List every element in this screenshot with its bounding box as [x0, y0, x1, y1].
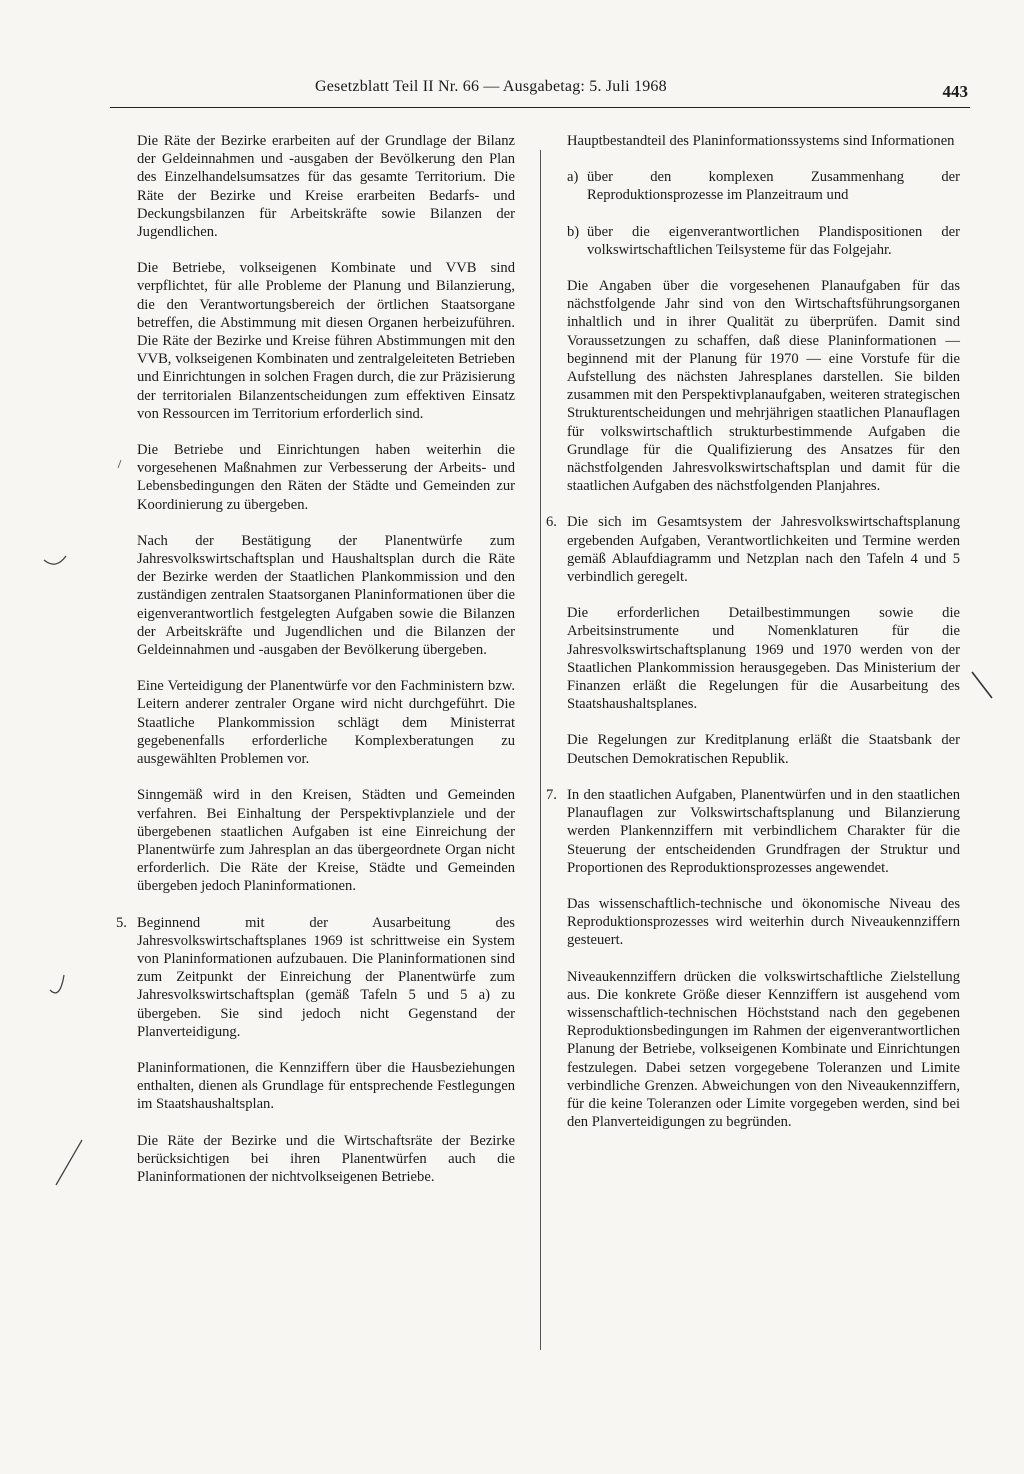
numbered-item-6: [546, 513, 960, 586]
numbered-item-5: [116, 914, 515, 1041]
margin-mark: [972, 672, 992, 698]
paragraph: Die Angaben über die vorgesehenen Planaufgaben für das nächstfolgende Jahr sind von den Wirtschaftsführungsorganen inhaltlich und in ihrer Qualität zu überprüfen. Damit sind Voraussetzungen zu schaffen, daß diese Planinformationen — beginnend mit der Planung für 1970 — eine Vorstufe für die Aufstellung des nächsten Jahresplanes darstellen. Sie bilden zusammen mit den Perspektivplanaufgaben, weiteren strategischen Strukturentscheidungen und mehrjährigen staatlichen Planauflagen für volkswirtschaftlich strukturbestimmende Aufgaben die Grundlage für die Qualifizierung des Ansatzes für den nächstfolgenden Jahresvolkswirtschaftsplan und damit für die staatlichen Aufgaben des nächstfolgenden Planjahres.: [567, 278, 960, 495]
paragraph: Das wissenschaftlich-technische und ökonomische Niveau des Reproduktionsprozesses wird weiterhin durch Niveaukennziffern gesteuert.: [567, 895, 960, 949]
page-header: [110, 78, 970, 108]
header-rule: [110, 107, 970, 108]
paragraph: Die Regelungen zur Kreditplanung erläßt die Staatsbank der Deutschen Demokratischen Republik.: [567, 732, 960, 767]
paragraph: Sinngemäß wird in den Kreisen, Städten und Gemeinden verfahren. Bei Einhaltung der Perspektivplanziele und der übergebenen staatlichen Aufgaben ist eine Einreichung der Planentwürfe zum Jahresplan an das übergeordnete Organ nicht erforderlich. Die Räte der Kreise, Städte und Gemeinden übergeben jedoch Planinformationen.: [137, 787, 515, 895]
paragraph: Niveaukennziffern drücken die volkswirtschaftliche Zielstellung aus. Die konkrete Größe dieser Kennziffern ist ausgehend vom wissenschaftlich-technischen Höchststand nach den gegebenen Reproduktionsbedingungen im Rahmen der eigenverantwortlichen Planung der Betriebe, volkseigenen Kombinate und Einrichtungen festzulegen. Dabei setzen vorgegebene Toleranzen und Limite verbindliche Grenzen. Abweichungen von den Niveaukennziffern, für die keine Toleranzen oder Limite vorgegeben werden, sind bei den Planverteidigungen zu begründen.: [567, 968, 960, 1131]
column-divider: [540, 150, 541, 1350]
item-text: über die eigenverantwortlichen Plandispositionen der volkswirtschaftlichen Teilsysteme für das Folgejahr.: [587, 223, 960, 258]
paragraph: Planinformationen, die Kennziffern über die Hausbeziehungen enthalten, dienen als Grundlage für entsprechende Festlegungen im Staatshaushaltsplan.: [137, 1059, 515, 1113]
paragraph: Die Räte der Bezirke und die Wirtschaftsräte der Bezirke berücksichtigen bei ihren Planentwürfen auch die Planinformationen der nichtvolkseigenen Betriebe.: [137, 1132, 515, 1185]
item-text: über den komplexen Zusammenhang der Reproduktionsprozesse im Planzeitraum und: [587, 169, 960, 204]
list-item-a: [567, 168, 960, 204]
item-label: a): [567, 169, 579, 186]
paragraph: Die Betriebe und Einrichtungen haben weiterhin die vorgesehenen Maßnahmen zur Verbesserung der Arbeits- und Lebensbedingungen den Räten der Städte und Gemeinden zur Koordinierung zu übergeben.: [137, 442, 515, 513]
margin-mark: [56, 1140, 82, 1185]
item-number: 7.: [546, 786, 557, 803]
paragraph: Die Räte der Bezirke erarbeiten auf der Grundlage der Bilanz der Geldeinnahmen und -ausgaben der Bevölkerung den Plan des Einzelhandelsumsatzes für das gesamte Territorium. Die Räte der Bezirke und Kreise erarbeiten Bedarfs- und Deckungsbilanzen für Arbeitskräfte sowie Bilanzen der Jugendlichen.: [137, 133, 515, 241]
item-text: In den staatlichen Aufgaben, Planentwürfen und in den staatlichen Planauflagen zur Volkswirtschaftsplanung und Bilanzierung werden Plankennziffern mit verbindlichem Charakter für die Steuerung der entscheidenden Grundfragen der Struktur und Proportionen des Reproduktionsprozesses angewendet.: [567, 786, 960, 876]
margin-mark: [44, 556, 66, 564]
item-text: Die sich im Gesamtsystem der Jahresvolkswirtschaftsplanung ergebenden Aufgaben, Verantwortlichkeiten und Termine werden gemäß Ablaufdiagramm und Netzplan nach den Tafeln 4 und 5 verbindlich geregelt.: [567, 514, 960, 586]
page-number: 443: [942, 82, 968, 101]
paragraph: Hauptbestandteil des Planinformationssystems sind Informationen: [567, 133, 955, 149]
paragraph: Eine Verteidigung der Planentwürfe vor den Fachministern bzw. Leitern anderer zentraler Organe wird nicht durchgeführt. Die Staatliche Plankommission schlägt dem Ministerrat gegebenenfalls erforderliche Komplexberatungen zu ausgewählten Problemen vor.: [137, 678, 515, 768]
paragraph: Nach der Bestätigung der Planentwürfe zum Jahresvolkswirtschaftsplan und Haushaltsplan durch die Räte der Bezirke werden der Staatlichen Plankommission und den zuständigen zentralen Staatsorganen Planinformationen über die eigenverantwortlich festgelegten Aufgaben sowie die Bilanzen der Arbeitskräfte und Jugendlichen und die Bilanzen der Geldeinnahmen und -ausgaben der Bevölkerung übergeben.: [137, 532, 515, 659]
margin-mark: [118, 460, 121, 468]
numbered-item-7: [546, 786, 960, 877]
list-item-b: [567, 223, 960, 259]
left-column: [116, 132, 515, 1204]
item-text: Beginnend mit der Ausarbeitung des Jahresvolkswirtschaftsplanes 1969 ist schrittweise ein System von Planinformationen aufzubauen. Die Planinformationen sind zum Zeitpunkt der Einreichung der Planentwürfe zum Jahresvolkswirtschaftsplan (gemäß Tafeln 5 und 5 a) zu übergeben. Sie sind jedoch nicht Gegenstand der Planverteidigung.: [137, 914, 515, 1040]
header-title: Gesetzblatt Teil II Nr. 66 — Ausgabetag: 5. Juli 1968: [315, 78, 667, 95]
item-label: b): [567, 223, 580, 240]
item-number: 6.: [546, 514, 557, 531]
paragraph: Die Betriebe, volkseigenen Kombinate und VVB sind verpflichtet, für alle Probleme der Planung und Bilanzierung, die den Verantwortungsbereich der örtlichen Staatsorgane betreffen, die Abstimmung mit diesen Organen herbeizuführen. Die Räte der Bezirke und Kreise führen Abstimmungen mit den VVB, volkseigenen Kombinaten und zentralgeleiteten Betrieben und Einrichtungen in solchen Fragen durch, die zur Präzisierung der territorialen Bilanzentscheidungen zum effektiven Einsatz von Ressourcen im Territorium erforderlich sind.: [137, 260, 515, 422]
right-column: [546, 132, 960, 1149]
margin-mark: [50, 975, 64, 993]
item-number: 5.: [116, 914, 127, 931]
paragraph: Die erforderlichen Detailbestimmungen sowie die Arbeitsinstrumente und Nomenklaturen für die Jahresvolkswirtschaftsplanung 1969 und 1970 werden von der Staatlichen Plankommission herausgegeben. Das Ministerium der Finanzen erläßt die Regelungen für die Ausarbeitung des Staatshaushaltsplanes.: [567, 605, 960, 713]
